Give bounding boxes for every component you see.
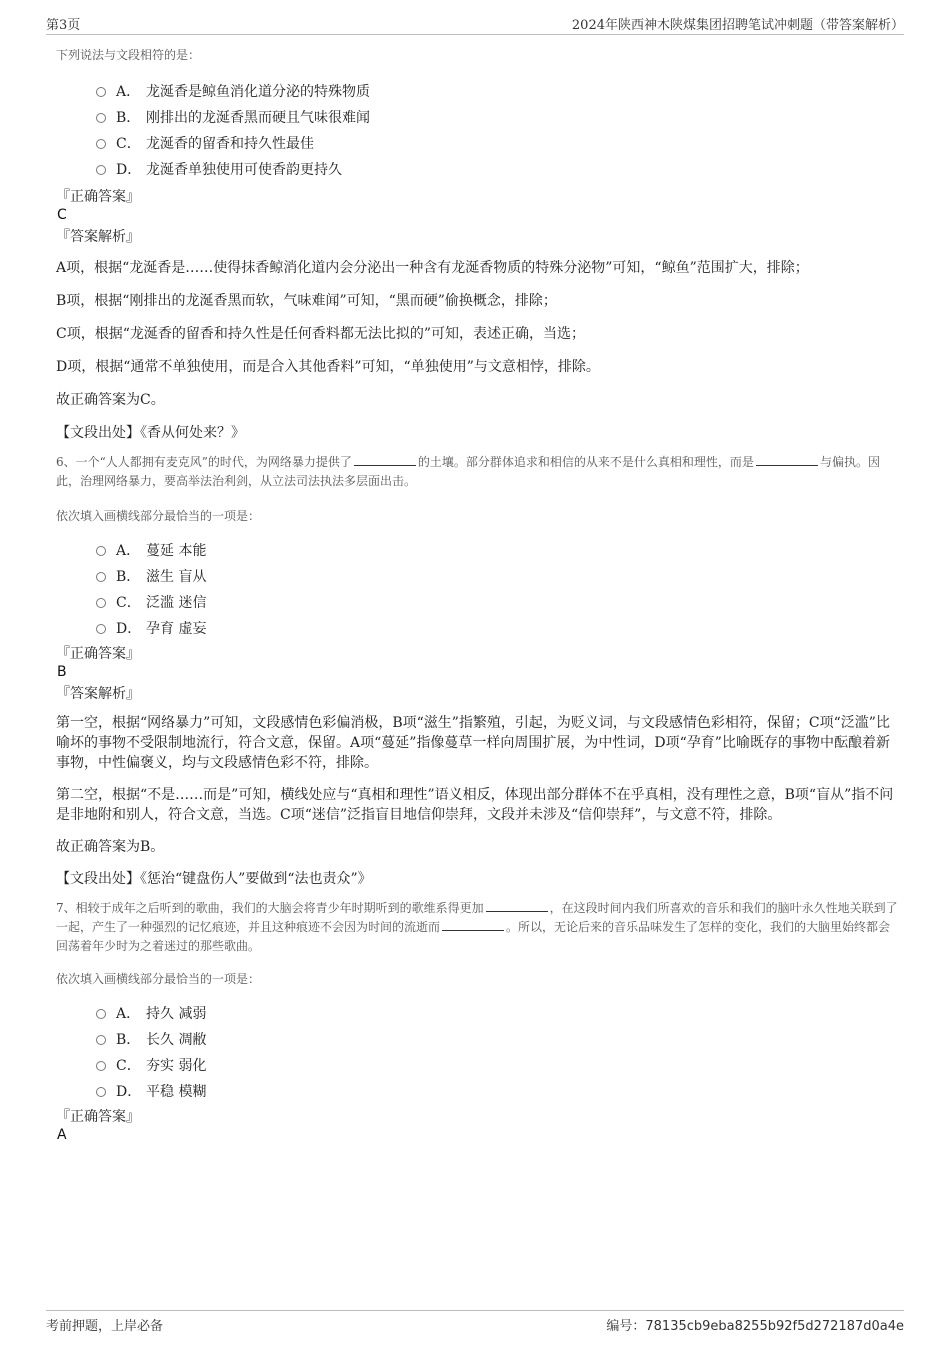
footer-slogan: 考前押题，上岸必备 <box>46 1319 164 1334</box>
correct-answer-label: 『正确答案』 <box>56 189 140 205</box>
fill-blank <box>354 455 416 466</box>
radio-icon[interactable] <box>96 624 106 634</box>
fill-blank <box>756 455 818 466</box>
page-header <box>46 14 904 35</box>
fill-blank <box>442 920 504 931</box>
analysis-paragraph: D项，根据“通常不单独使用，而是合入其他香料”可知，“单独使用”与文意相悖，排除。 <box>56 359 600 375</box>
question-prompt: 依次填入画横线部分最恰当的一项是： <box>56 972 261 986</box>
question-prompt: 下列说法与文段相符的是： <box>56 48 201 62</box>
source-citation: 【文段出处】《惩治“键盘伤人”要做到“法也责众”》 <box>56 871 372 887</box>
radio-icon[interactable] <box>96 1009 106 1019</box>
analysis-label: 『答案解析』 <box>56 229 140 245</box>
page-number: 第3页 <box>46 18 81 33</box>
radio-icon[interactable] <box>96 1061 106 1071</box>
question-7 <box>56 899 902 1144</box>
radio-icon[interactable] <box>96 1087 106 1097</box>
analysis-paragraph: 第二空，根据“不是……而是”可知，横线处应与“真相和理性”语义相反，体现出部分群体不在乎真相，没有理性之意，B项“盲从”指不问是非地附和别人，符合文意，当选。C项“迷信”泛指盲目地信仰崇拜，文段并未涉及“信仰崇拜”，与文意不符，排除。 <box>56 787 894 823</box>
analysis-label: 『答案解析』 <box>56 686 140 702</box>
question-stem: 7、相较于成年之后听到的歌曲，我们的大脑会将青少年时期听到的歌维系得更加 ，在这段时间内我们所喜欢的音乐和我们的脑叶永久性地关联到了一起，产生了一种强烈的记忆痕迹，并且这种痕迹不会因为时间的流逝而 。所以，无论后来的音乐品味发生了怎样的变化，我们的大脑里始终都会回荡着年少时为之着迷过的那些歌曲。 <box>56 901 898 953</box>
radio-icon[interactable] <box>96 546 106 556</box>
analysis-paragraph: C项，根据“龙涎香的留香和持久性是任何香料都无法比拟的”可知，表述正确，当选； <box>56 326 586 342</box>
radio-icon[interactable] <box>96 1035 106 1045</box>
fill-blank <box>486 901 548 912</box>
question-5 <box>56 46 902 443</box>
radio-icon[interactable] <box>96 165 106 175</box>
document-serial: 编号：78135cb9eba8255b92f5d272187d0a4e <box>606 1319 904 1334</box>
page-footer <box>46 1310 904 1335</box>
document-title: 2024年陕西神木陕煤集团招聘笔试冲刺题（带答案解析） <box>571 18 904 33</box>
page-content <box>56 46 902 1144</box>
option-a[interactable]: A． 持久 减弱 <box>56 1000 902 1026</box>
question-prompt: 依次填入画横线部分最恰当的一项是： <box>56 509 261 523</box>
option-a[interactable]: A． 龙涎香是鲸鱼消化道分泌的特殊物质 <box>56 78 902 104</box>
radio-icon[interactable] <box>96 113 106 123</box>
correct-answer: C <box>57 207 67 223</box>
question-6 <box>56 453 902 889</box>
analysis-conclusion: 故正确答案为B。 <box>56 839 165 855</box>
source-citation: 【文段出处】《香从何处来？》 <box>56 425 245 441</box>
option-list <box>56 537 902 641</box>
option-b[interactable]: B． 长久 凋敝 <box>56 1026 902 1052</box>
option-c[interactable]: C． 龙涎香的留香和持久性最佳 <box>56 130 902 156</box>
radio-icon[interactable] <box>96 139 106 149</box>
radio-icon[interactable] <box>96 598 106 608</box>
radio-icon[interactable] <box>96 572 106 582</box>
analysis-conclusion: 故正确答案为C。 <box>56 392 165 408</box>
correct-answer-label: 『正确答案』 <box>56 1109 140 1125</box>
correct-answer: B <box>57 664 67 680</box>
correct-answer-label: 『正确答案』 <box>56 646 140 662</box>
option-c[interactable]: C． 夯实 弱化 <box>56 1052 902 1078</box>
correct-answer: A <box>57 1127 67 1143</box>
analysis-paragraph: B项，根据“刚排出的龙涎香黑而软，气味难闻”可知，“黑而硬”偷换概念，排除； <box>56 293 557 309</box>
option-c[interactable]: C． 泛滥 迷信 <box>56 589 902 615</box>
analysis-paragraph: A项，根据“龙涎香是……使得抹香鲸消化道内会分泌出一种含有龙涎香物质的特殊分泌物”可知，“鲸鱼”范围扩大，排除； <box>56 260 809 276</box>
analysis-paragraph: 第一空，根据“网络暴力”可知，文段感情色彩偏消极，B项“滋生”指繁殖，引起，为贬义词，与文段感情色彩相符，保留；C项“泛滥”比喻坏的事物不受限制地流行，符合文意，保留。A项“蔓延”指像蔓草一样向周围扩展，为中性词，D项“孕育”比喻既存的事物中酝酿着新事物，中性偏褒义，均与文段感情色彩不符，排除。 <box>56 715 890 771</box>
option-d[interactable]: D． 平稳 模糊 <box>56 1078 902 1104</box>
radio-icon[interactable] <box>96 87 106 97</box>
option-list <box>56 1000 902 1104</box>
question-stem: 6、一个“人人都拥有麦克风”的时代，为网络暴力提供了 的土壤。部分群体追求和相信的从来不是什么真相和理性，而是 与偏执。因此，治理网络暴力，要高举法治利剑，从立法司法执法多层面出击。 <box>56 455 880 488</box>
option-b[interactable]: B． 刚排出的龙涎香黑而硬且气味很难闻 <box>56 104 902 130</box>
option-d[interactable]: D． 孕育 虚妄 <box>56 615 902 641</box>
option-b[interactable]: B． 滋生 盲从 <box>56 563 902 589</box>
option-list <box>56 78 902 182</box>
option-d[interactable]: D． 龙涎香单独使用可使香韵更持久 <box>56 156 902 182</box>
option-a[interactable]: A． 蔓延 本能 <box>56 537 902 563</box>
